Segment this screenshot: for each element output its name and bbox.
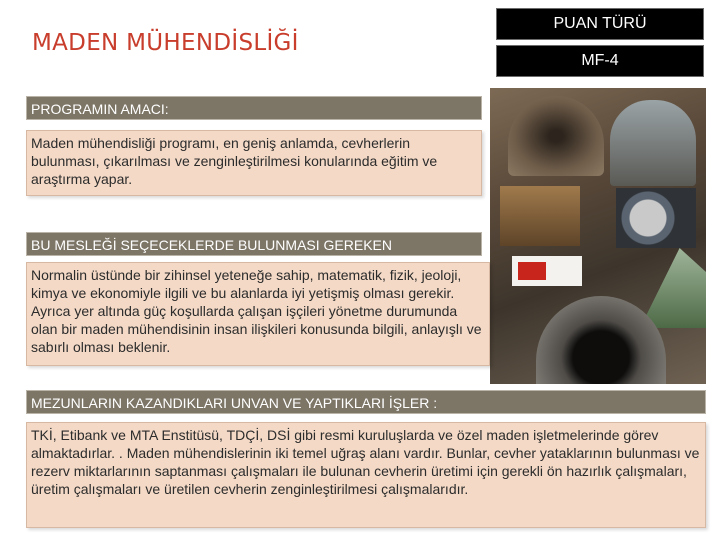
- tunnel-photo: [508, 96, 604, 176]
- cutter-wheel-photo: [616, 188, 696, 248]
- tunnel-arch-photo: [610, 100, 696, 186]
- company-sign-photo: [512, 256, 582, 286]
- tunnel-portal-photo: [536, 296, 666, 384]
- mining-photo-collage: [490, 88, 706, 384]
- section-body-amac: Maden mühendisliği programı, en geniş anlamda, cevherlerin bulunması, çıkarılması ve zenginleştirilmesi konularında eğitim ve araştırma yapar.: [26, 130, 482, 196]
- page-title: MADEN MÜHENDİSLİĞİ: [32, 30, 299, 56]
- section-body-ozellikler: Normalin üstünde bir zihinsel yeteneğe sahip, matematik, fizik, jeoloji, kimya ve ekonomiyle ilgili ve bu alanlarda iyi yetişmiş olması gerekir. Ayrıca yer altında güç koşullarda çalışan işçileri yönetme durumunda olan bir maden mühendisinin insan ilişkileri konusunda bilgili, anlayışlı ve sabırlı olması beklenir.: [26, 262, 490, 366]
- hillside-photo: [640, 248, 706, 328]
- machinery-photo: [500, 186, 580, 246]
- section-heading-mezunlar: MEZUNLARIN KAZANDIKLARI UNVAN VE YAPTIKLARI İŞLER :: [26, 390, 706, 414]
- puan-turu-label: PUAN TÜRÜ: [496, 8, 704, 40]
- puan-turu-value: MF-4: [496, 45, 704, 77]
- section-body-mezunlar: TKİ, Etibank ve MTA Enstitüsü, TDÇİ, DSİ gibi resmi kuruluşlarda ve özel maden işletmelerinde görev almaktadırlar. . Maden mühendislerinin iki temel uğraş alanı vardır. Bunlar, cevher yataklarının bulunması ve rezerv miktarlarının saptanması çalışmaları ile bulunan cevherin üretimi için gerekli ön hazırlık çalışmaları, üretim çalışmaları ve üretilen cevherin zenginleştirilmesi çalışmalarıdır.: [26, 422, 706, 528]
- section-heading-amac: PROGRAMIN AMACI:: [26, 96, 482, 120]
- section-heading-ozellikler: BU MESLEĞİ SEÇECEKLERDE BULUNMASI GEREKEN: [26, 232, 482, 256]
